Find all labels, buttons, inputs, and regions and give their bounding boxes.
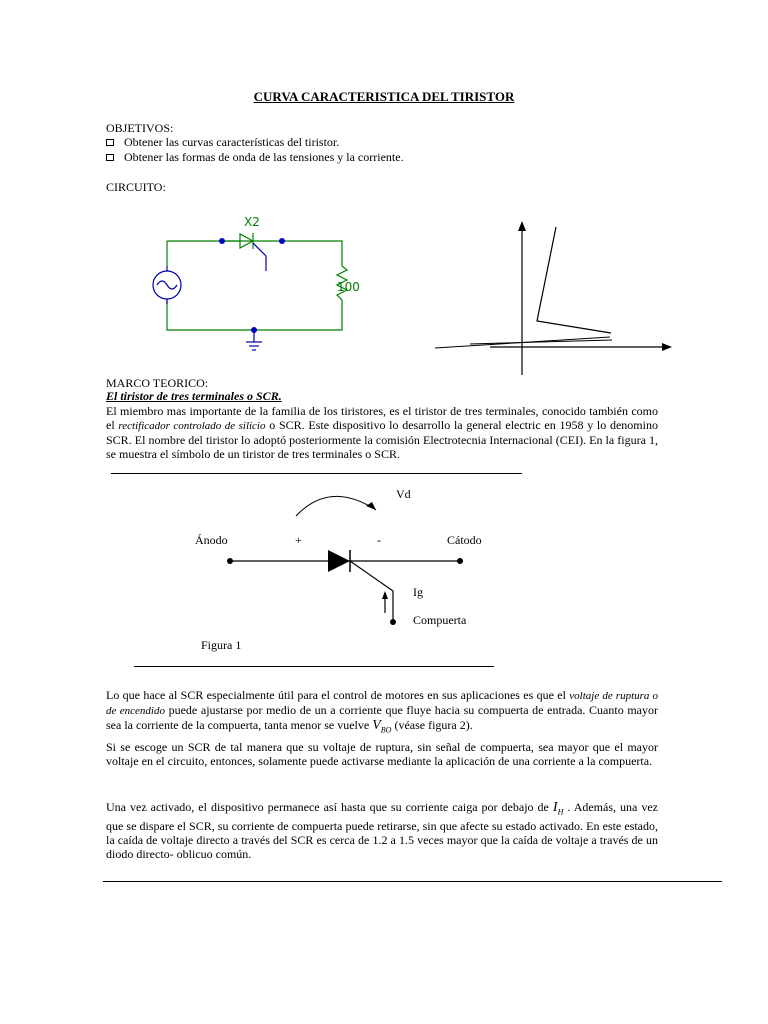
body-paragraph-3: Una vez activado, el dispositivo permanece así hasta que su corriente caiga por debajo de $I_H$ . Además, una vez que se dispare el SCR, su corriente de compuerta puede retirarse, sin que afecte su estado activado. En este estado, la caída de voltaje directo a través del SCR es cerca de 1.2 a 1.5 veces mayor que la caída de voltaje a través de un diodo directo- oblicuo común. bbox=[106, 800, 658, 862]
characteristic-curve-sketch bbox=[430, 215, 680, 380]
plus-label: + bbox=[295, 533, 302, 547]
bullet-square-icon bbox=[106, 139, 114, 146]
body-paragraph-1: Lo que hace al SCR especialmente útil para el control de motores en sus aplicaciones es que el voltaje de ruptura o de encendido puede ajustarse por medio de un a corriente que fluye hacia su compuerta de entrada. Cuanto mayor sea la corriente de la compuerta, tanta menor se vuelve $V_{BO}$ (véase figura 2). bbox=[106, 688, 658, 735]
vd-label: Vd bbox=[396, 487, 411, 501]
component-label: X2 bbox=[244, 215, 260, 229]
cathode-label: Cátodo bbox=[447, 533, 482, 547]
bullet-square-icon bbox=[106, 154, 114, 161]
anode-label: Ánodo bbox=[195, 533, 228, 547]
circuit-schematic bbox=[140, 208, 380, 358]
body-paragraph-2: Si se escoge un SCR de tal manera que su voltaje de ruptura, sin señal de compuerta, sea mayor que el mayor voltaje en el circuito, entonces, solamente puede activarse mediante la aplicación de una corriente a la compuerta. bbox=[106, 740, 658, 768]
circuit-heading: CIRCUITO: bbox=[106, 180, 166, 194]
theory-paragraph: El miembro mas importante de la familia de los tiristores, es el tiristor de tres terminales, conocido también como el rectificador controlado de silicio o SCR. Este dispositivo lo desarrollo la general electric en 1958 y lo denomino SCR. El nombre del tiristor lo adoptó posteriormente la comisión Electrotecnia Internacional (CEI). En la figura 1, se muestra el símbolo de un tiristor de tres terminales o SCR. bbox=[106, 404, 658, 461]
diode-triangle-icon bbox=[328, 550, 350, 572]
arrow-up-icon bbox=[382, 591, 388, 599]
gate-label: Compuerta bbox=[413, 613, 467, 627]
figure-caption: Figura 1 bbox=[201, 638, 242, 652]
objective-item: Obtener las formas de onda de las tensiones y la corriente. bbox=[106, 150, 404, 164]
divider bbox=[134, 666, 494, 667]
objective-item: Obtener las curvas características del tiristor. bbox=[106, 135, 339, 149]
objectives-heading: OBJETIVOS: bbox=[106, 121, 174, 135]
divider bbox=[103, 881, 722, 882]
theory-subtitle: El tiristor de tres terminales o SCR. bbox=[106, 389, 282, 403]
minus-label: - bbox=[377, 533, 381, 547]
scr-symbol-icon bbox=[225, 233, 266, 271]
ig-label: Ig bbox=[413, 585, 423, 599]
theory-heading: MARCO TEORICO: bbox=[106, 376, 209, 390]
page-title: CURVA CARACTERISTICA DEL TIRISTOR bbox=[253, 89, 515, 104]
resistor-label: 100 bbox=[337, 280, 360, 294]
divider bbox=[111, 473, 522, 474]
